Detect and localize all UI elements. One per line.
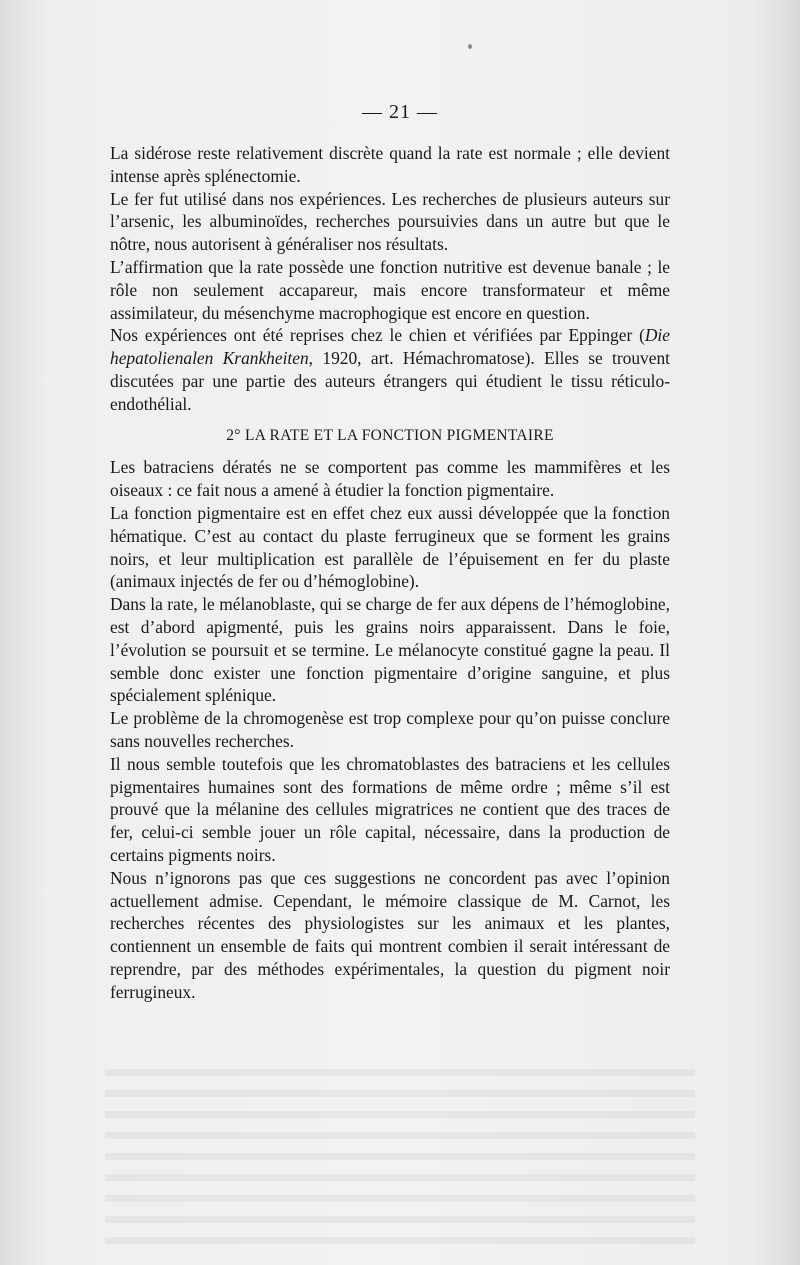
paragraph: La sidérose reste relativement discrète quand la rate est normale ; elle devient intense après splénectomie.	[110, 143, 670, 186]
paragraph-text: Nos expériences ont été reprises chez le chien et vérifiées par Eppinger (	[110, 325, 645, 346]
paper-speck	[468, 44, 472, 49]
paragraph: Nous n’ignorons pas que ces suggestions ne concordent pas avec l’opinion actuellement admise. Cependant, le mémoire classique de M. Carnot, les recherches récentes des physiologistes sur les animaux et les plantes, contiennent un ensemble de faits qui montrent combien il serait intéressant de reprendre, par des méthodes expérimentales, la question du pigment noir ferrugineux.	[110, 867, 670, 1002]
body-text	[110, 142, 670, 1003]
paragraph: Dans la rate, le mélanoblaste, qui se charge de fer aux dépens de l’hémoglobine, est d’abord apigmenté, puis les grains noirs apparaissent. Dans le foie, l’évolution se poursuit et se termine. Le mélanocyte constitué gagne la peau. Il semble donc exister une fonction pigmentaire d’origine sanguine, et plus spécialement splénique.	[110, 594, 670, 706]
paragraph-text: , 1920, art. Hémachromatose). Elles se trouvent discutées par une partie des auteurs étrangers qui étudient le tissu réticulo-endothélial.	[110, 348, 670, 414]
paragraph: La fonction pigmentaire est en effet chez eux aussi développée que la fonction hématique. C’est au contact du plaste ferrugineux que se forment les grains noirs, et leur multiplication est parallèle de l’épuisement en fer du plaste (animaux injectés de fer ou d’hémoglobine).	[110, 502, 670, 592]
paragraph: Il nous semble toutefois que les chromatoblastes des batraciens et les cellules pigmentaires humaines sont des formations de même ordre ; même s’il est prouvé que la mélanine des cellules migratrices ne contient que des traces de fer, celui-ci semble jouer un rôle capital, nécessaire, dans la production de certains pigments noirs.	[110, 753, 670, 865]
page-number: — 21 —	[362, 101, 438, 123]
paragraph	[110, 324, 670, 415]
show-through-text	[105, 1055, 695, 1245]
cited-title: Die hepatolienalen Krankheiten	[110, 325, 670, 369]
paragraph: Le fer fut utilisé dans nos expériences. Les recherches de plusieurs auteurs sur l’arsenic, les albuminoïdes, recherches poursuivies dans un autre but que le nôtre, nous autorisent à généraliser nos résultats.	[110, 188, 670, 255]
paragraph: Les batraciens dératés ne se comportent pas comme les mammifères et les oiseaux : ce fait nous a amené à étudier la fonction pigmentaire.	[110, 457, 670, 501]
paragraph: L’affirmation que la rate possède une fonction nutritive est devenue banale ; le rôle non seulement accapareur, mais encore transformateur et même assimilateur, du mésenchyme macrophogique est encore en question.	[110, 256, 670, 323]
section-heading: 2° LA RATE ET LA FONCTION PIGMENTAIRE	[226, 426, 554, 444]
paragraph: Le problème de la chromogenèse est trop complexe pour qu’on puisse conclure sans nouvelles recherches.	[110, 708, 670, 751]
